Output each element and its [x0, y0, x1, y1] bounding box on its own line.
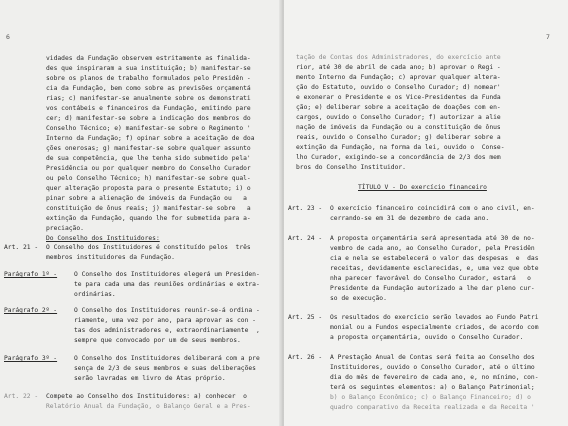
- text-line: cerrando-se em 31 de dezembro de cada ano.: [330, 215, 490, 222]
- text-line: ções onerosas; g) manifestar-se sobre qualquer assunto: [46, 145, 251, 152]
- text-line: sobre os planos de trabalho formulados pelo Presidên -: [46, 75, 251, 82]
- paragraph-label: Parágrafo 1º -: [4, 271, 58, 278]
- text-line: vembro de cada ano, ao Conselho Curador, pela Presidên: [330, 245, 535, 252]
- text-line: Presidente da Fundação autorizado a lhe dar pleno cur-: [330, 285, 535, 292]
- text-line: vidades da Fundação observem estritamente as finalida-: [46, 55, 251, 62]
- text-line: Conselho Técnico; e) manifestar-se sobre o Regimento ': [46, 125, 251, 132]
- text-line: mento Interno da Fundação; c) aprovar qualquer altera-: [296, 74, 501, 81]
- text-line: A Prestação Anual de Contas será feita ao Conselho dos: [330, 354, 535, 361]
- text-line: rior, até 30 de abril de cada ano; b) aprovar o Regi -: [296, 64, 501, 71]
- text-line: ordinárias.: [74, 291, 116, 298]
- page-number: 6: [6, 33, 10, 41]
- text-line: Interno da Fundação; f) opinar sobre a aceitação de doa: [46, 135, 255, 142]
- text-line: cargos, ouvido o Conselho Curador; f) autorizar a alie: [296, 114, 501, 121]
- text-line: tas dos administradores e, extraordinariamente ,: [74, 327, 260, 334]
- text-line: sença de 2/3 de seus membros e suas deliberações: [74, 365, 256, 372]
- text-line: O Conselho dos Instituidores deliberará com a pre: [74, 355, 260, 362]
- right-page: [284, 0, 568, 426]
- text-line: serão lavradas em livro de Atas próprio.: [74, 375, 226, 382]
- text-line: cia e nela se estabelecerá o valor das despesas e das: [330, 255, 539, 262]
- text-line: pinar sobre a alienação de imóveis da Fundação ou a: [46, 195, 247, 202]
- article-label: Art. 24 -: [288, 235, 323, 242]
- text-line: O Conselho dos Instituidores é constituído pelos três: [46, 244, 251, 251]
- text-line: A proposta orçamentária será apresentada até 30 de no-: [330, 235, 535, 242]
- text-line: constituição de ônus reais; j) manifestar-se sobre a: [46, 205, 251, 212]
- text-line: extinção da Fundação, quando lhe for submetida para a-: [46, 215, 251, 222]
- text-line: e exonerar o Presidente e os Vice-Presidentes da Funda: [296, 94, 501, 101]
- text-line: ou pelo Conselho Técnico; h) manifestar-se sobre qual-: [46, 175, 251, 182]
- article-label: Art. 22 -: [4, 393, 39, 400]
- text-line: te para cada uma das reuniões ordinárias e extra-: [74, 281, 260, 288]
- text-line: O Conselho dos Instituidores reunir-se-á ordina -: [74, 307, 260, 314]
- text-line: extinção da Fundação, na forma da lei, ouvido o Conse-: [296, 144, 505, 151]
- text-line: lho Curador, exigindo-se a concordância de 2/3 dos mem: [296, 154, 501, 161]
- text-line: Os resultados do exercício serão levados ao Fundo Patri: [330, 314, 539, 321]
- text-line: O exercício financeiro coincidirá com o ano civil, en-: [330, 205, 535, 212]
- article-label: Art. 26 -: [288, 354, 323, 361]
- page-number: 7: [546, 33, 550, 41]
- text-line: tação de Contas dos Administradores, do exercício ante: [296, 54, 501, 61]
- text-line: bros do Conselho Instituidor.: [296, 164, 406, 171]
- text-line: monial ou a Fundos especialmente criados, de acordo com: [330, 324, 539, 331]
- text-line: riamente, uma vez por ano, para aprovar as con -: [74, 317, 256, 324]
- text-line: receitas, devidamente esclarecidas, e, uma vez que obte: [330, 265, 539, 272]
- left-page: [0, 0, 282, 426]
- text-line: des que inspiraram a sua instituição; b) manifestar-se: [46, 65, 251, 72]
- article-label: Art. 23 -: [288, 205, 323, 212]
- text-line: quer alteração proposta para o presente Estatuto; i) o: [46, 185, 251, 192]
- text-line: vos contábeis e financeiros da Fundação, emitindo pare: [46, 105, 251, 112]
- title-heading: TÍTULO V - Do exercício financeiro: [358, 184, 487, 191]
- text-line: ção do Estatuto, ouvido o Conselho Curador; d) nomear': [296, 84, 501, 91]
- text-line: Relatório Anual da Fundação, o Balanço Geral e a Pres-: [46, 403, 251, 410]
- text-line: de sua competência, que lhe tenha sido submetido pela': [46, 155, 251, 162]
- text-line: sempre que convocado por um de seus membros.: [74, 337, 241, 344]
- text-line: Instituidores, ouvido o Conselho Curador, até o último: [330, 364, 535, 371]
- text-line: Presidência ou por qualquer membro do Conselho Curador: [46, 165, 251, 172]
- text-line: Compete ao Conselho dos Instituidores: a) conhecer o: [46, 393, 247, 400]
- text-line: preciação.: [46, 225, 84, 232]
- text-line: terá os seguintes elementos: a) o Balanço Patrimonial;: [330, 384, 535, 391]
- paragraph-label: Parágrafo 3º -: [4, 355, 58, 362]
- text-line: so de execução.: [330, 295, 387, 302]
- paragraph-label: Parágrafo 2º -: [4, 307, 58, 314]
- text-line: b) o Balanço Econômico; c) o Balanço Financeiro; d) o: [330, 394, 531, 401]
- text-line: dia do mês de fevereiro de cada ano, e, no mínimo, con-: [330, 374, 539, 381]
- text-line: cer; d) manifestar-se sobre a indicação dos membros do: [46, 115, 251, 122]
- text-line: nha parecer favorável do Conselho Curador, estará o: [330, 275, 531, 282]
- text-line: O Conselho dos Instituidores elegerá um Presiden-: [74, 271, 260, 278]
- text-line: cia da Fundação, bem como sobre as previsões orçamentá: [46, 85, 251, 92]
- text-line: quadro comparativo da Receita realizada e da Receita ': [330, 404, 535, 411]
- section-heading: Do Conselho dos Instituidores:: [46, 235, 160, 242]
- text-line: reais, ouvido o Conselho Curador; g) deliberar sobre a: [296, 134, 501, 141]
- text-line: a proposta orçamentária, ouvido o Conselho Curador.: [330, 334, 524, 341]
- text-line: ção; e) deliberar sobre a aceitação de doações com en-: [296, 104, 501, 111]
- article-label: Art. 25 -: [288, 314, 323, 321]
- text-line: rias; c) manifestar-se anualmente sobre os demonstrati: [46, 95, 251, 102]
- article-label: Art. 21 -: [4, 244, 39, 251]
- text-line: membros instituidores da Fundação.: [46, 254, 175, 261]
- text-line: nação de imóveis da Fundação ou a constituição de ônus: [296, 124, 501, 131]
